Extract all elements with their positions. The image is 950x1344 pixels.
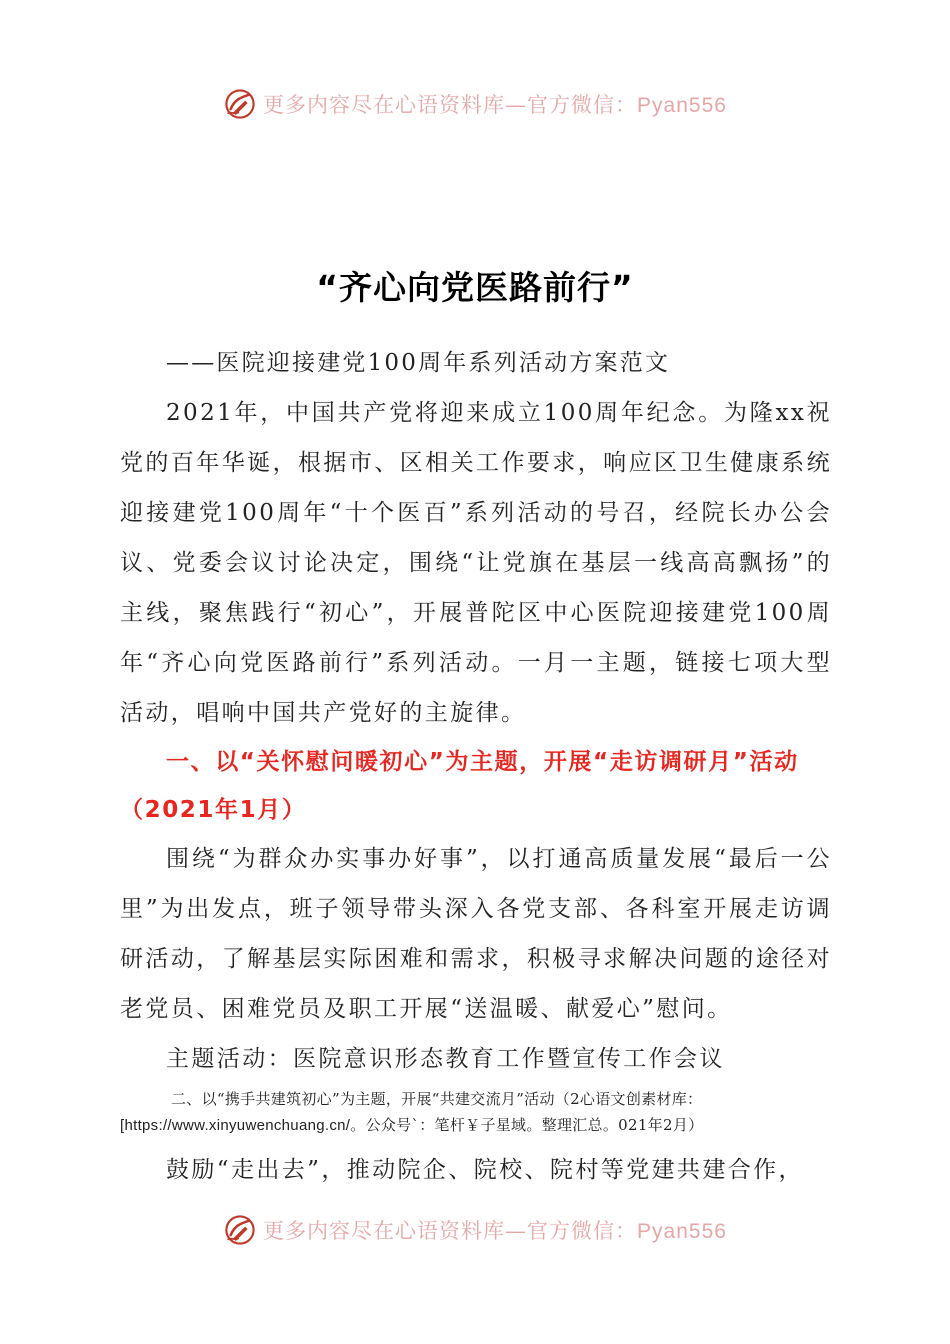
section-1-heading: 一、以“关怀慰问暖初心”为主题，开展“走访调研月”活动（2021年1月） [120,749,799,823]
section-2-heading-small: 二、以“携手共建筑初心”为主题，开展“共建交流月”活动（2心语文创素材库：[https://www.xinyuwenchuang.cn/。公众号`：笔杆￥子星域。整理汇总。021年2月） [120,1090,704,1134]
wechat-id: Pyan556 [637,1220,727,1243]
document-subtitle: ——医院迎接建党100周年系列活动方案范文 [166,350,671,376]
watermark-text: 更多内容尽在心语资料库—官方微信：Pyan556 [263,1219,727,1243]
document-body [120,338,832,1195]
section-1-body: 围绕“为群众办实事办好事”，以打通高质量发展“最后一公里”为出发点，班子领导带头深入各党支部、各科室开展走访调研活动，了解基层实际困难和需求，积极寻求解决问题的途径对老党员、困难党员及职工开展“送温暖、献爱心”慰问。 [120,846,832,1022]
section-2-body: 鼓励“走出去”，推动院企、院校、院村等党建共建合作， [166,1157,804,1183]
pen-signature-icon [223,1213,257,1247]
document-title: “齐心向党医路前行” [316,268,634,307]
wechat-id: Pyan556 [637,94,727,117]
section-1-theme: 主题活动：医院意识形态教育工作暨宣传工作会议 [166,1046,725,1072]
pen-signature-icon [223,87,257,121]
source-url: [https://www.xinyuwenchuang.cn/ [120,1117,351,1134]
watermark-banner-bottom [0,1210,950,1250]
intro-paragraph: 2021年，中国共产党将迎来成立100周年纪念。为隆xx祝党的百年华诞，根据市、区相关工作要求，响应区卫生健康系统迎接建党100周年“十个医百”系列活动的号召，经院长办公会议、党委会议讨论决定，围绕“让党旗在基层一线高高飘扬”的主线，聚焦践行“初心”，开展普陀区中心医院迎接建党100周年“齐心向党医路前行”系列活动。一月一主题，链接七项大型活动，唱响中国共产党好的主旋律。 [120,400,832,726]
watermark-banner-top [0,84,950,124]
watermark-text: 更多内容尽在心语资料库—官方微信：Pyan556 [263,93,727,117]
